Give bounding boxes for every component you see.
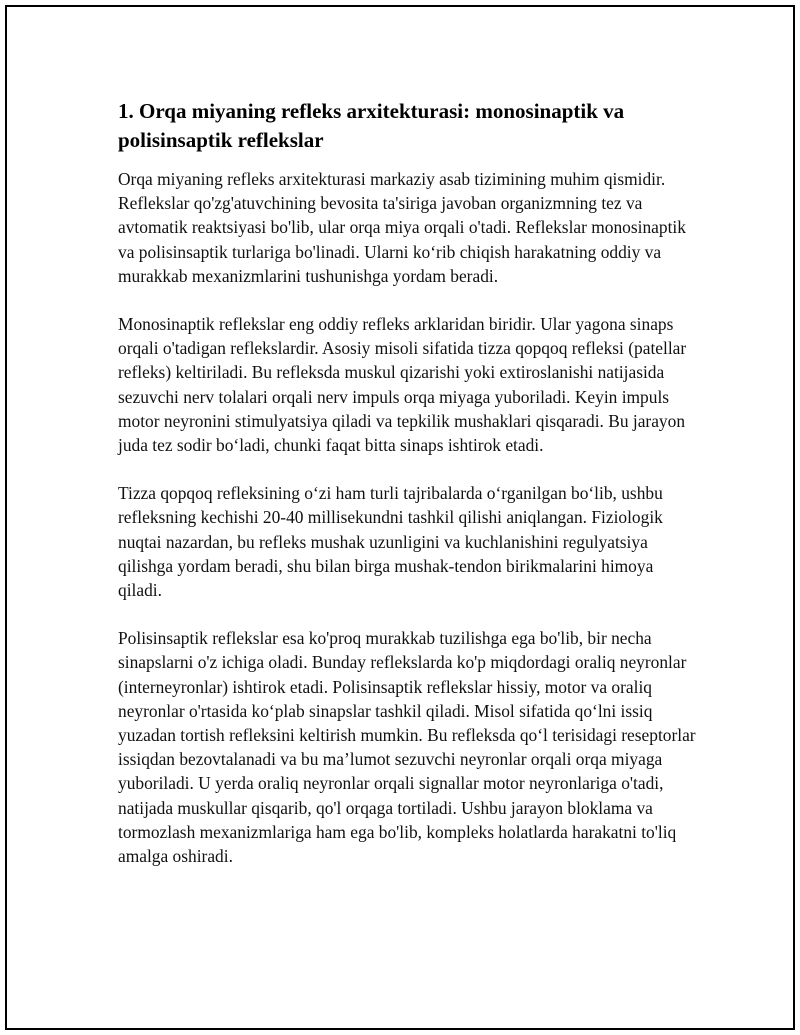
paragraph-knee-reflex: Tizza qopqoq refleksining o‘zi ham turli tajribalarda o‘rganilgan bo‘lib, ushbu refleksning kechishi 20-40 millisekundni tashkil qilishi aniqlangan. Fiziologik nuqtai nazardan, bu refleks mushak uzunligini va kuchlanishini regulyatsiya qilishga yordam beradi, shu bilan birga mushak-tendon birikmalarini himoya qiladi.	[118, 483, 663, 601]
page-frame	[5, 5, 795, 1030]
document-body	[118, 97, 698, 892]
paragraph-intro: Orqa miyaning refleks arxitekturasi markaziy asab tizimining muhim qismidir. Reflekslar qo'zg'atuvchining bevosita ta'siriga javoban organizmning tez va avtomatik reaktsiyasi bo'lib, ular orqa miya orqali o'tadi. Reflekslar monosinaptik va polisinsaptik turlariga bo'linadi. Ularni ko‘rib chiqish harakatning oddiy va murakkab mexanizmlarini tushunishga yordam beradi.	[118, 169, 686, 286]
section-heading: 1. Orqa miyaning refleks arxitekturasi: monosinaptik va polisinsaptik reflekslar	[118, 99, 625, 152]
paragraph-polysynaptic: Polisinsaptik reflekslar esa ko'proq murakkab tuzilishga ega bo'lib, bir necha sinapslarni o'z ichiga oladi. Bunday reflekslarda ko'p miqdordagi oraliq neyronlar (interneyronlar) ishtirok etadi. Polisinsaptik reflekslar hissiy, motor va oraliq neyronlar o'rtasida ko‘plab sinapslar tashkil qiladi. Misol sifatida qo‘lni issiq yuzadan tortish refleksini keltirish mumkin. Bu refleksda qo‘l terisidagi reseptorlar issiqdan bezovtalanadi va bu ma’lumot sezuvchi neyronlar orqali orqa miyaga yuboriladi. U yerda oraliq neyronlar orqali signallar motor neyronlariga o'tadi, natijada muskullar qisqarib, qo'l orqaga tortiladi. Ushbu jarayon bloklama va tormozlash mexanizmlariga ham ega bo'lib, kompleks holatlarda harakatni to'liq amalga oshiradi.	[118, 628, 696, 867]
paragraph-monosynaptic: Monosinaptik reflekslar eng oddiy refleks arklaridan biridir. Ular yagona sinaps orqali o'tadigan reflekslardir. Asosiy misoli sifatida tizza qopqoq refleksi (patellar refleks) keltiriladi. Bu refleksda muskul qizarishi yoki extiroslanishi natijasida sezuvchi nerv tolalari orqali nerv impuls orqa miyaga yuboriladi. Keyin impuls motor neyronini stimulyatsiya qiladi va tepkilik mushaklari qisqaradi. Bu jarayon juda tez sodir bo‘ladi, chunki faqat bitta sinaps ishtirok etadi.	[118, 314, 687, 456]
